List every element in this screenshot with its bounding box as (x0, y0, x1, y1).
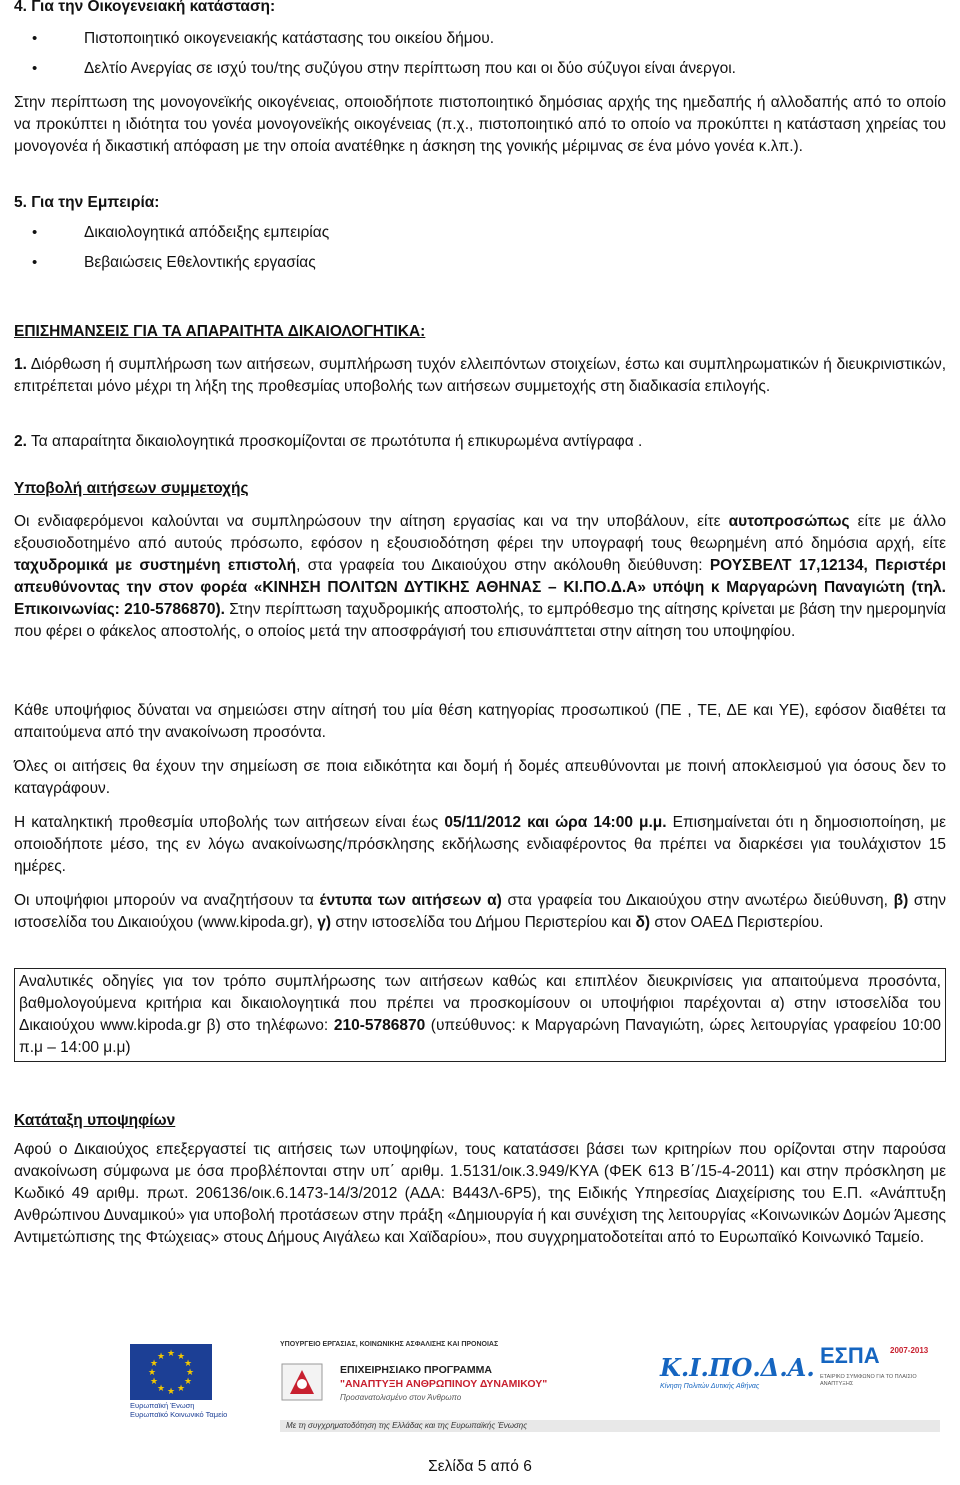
notes-heading: ΕΠΙΣΗΜΑΝΣΕΙΣ ΓΙΑ ΤΑ ΑΠΑΡΑΙΤΗΤΑ ΔΙΚΑΙΟΛΟΓΗΤΙΚΑ: (14, 323, 426, 340)
position-paragraph: Κάθε υποψήφιος δύναται να σημειώσει στην αίτησή του μία θέση κατηγορίας προσωπικού (ΠΕ , ΤΕ, ΔΕ και ΥΕ), εφόσον διαθέτει τα απαιτούμενα από την ανακοίνωση προσόντα. (14, 702, 946, 741)
espa-subtitle: ΕΤΑΙΡΙΚΟ ΣΥΜΦΩΝΟ ΓΙΑ ΤΟ ΠΛΑΙΣΙΟ ΑΝΑΠΤΥΞΗΣ (820, 1374, 917, 1387)
submission-heading: Υποβολή αιτήσεων συμμετοχής (14, 480, 249, 497)
svg-text:★: ★ (185, 1368, 195, 1378)
eu-label: Ευρωπαϊκή Ένωση Ευρωπαϊκό Κοινωνικό Ταμείο (130, 1401, 228, 1419)
specialty-paragraph: Όλες οι αιτήσεις θα έχουν την σημείωση σε ποια ειδικότητα και δομή ή δομές απευθύνονται με ποινή αποκλεισμού για όσους δεν το καταγράφουν. (14, 758, 946, 797)
kipoda-wordmark: Κ.Ι.ΠΟ.Δ.Α. (660, 1353, 815, 1382)
deadline-paragraph: Η καταληκτική προθεσμία υποβολής των αιτήσεων είναι έως 05/11/2012 και ώρα 14:00 μ.μ. Επισημαίνεται ότι η δημοσιοποίηση, με οποιοδήποτε μέσο, της εν λόγω ανακοίνωσης/πρόσκλησης εκδήλωσης ενδιαφέροντος θα πρέπει να διαρκέσει για τουλάχιστον 15 ημέρες. (14, 814, 946, 875)
svg-text:★: ★ (149, 1359, 159, 1369)
ep-logo (280, 1340, 630, 1420)
footer-logos (130, 1340, 950, 1432)
svg-text:★: ★ (176, 1384, 186, 1394)
svg-text:★: ★ (147, 1368, 157, 1378)
espa-logo (820, 1344, 930, 1414)
single-parent-paragraph: Στην περίπτωση της μονογονεϊκής οικογένειας, οποιοδήποτε πιστοποιητικό δημόσιας αρχής της ημεδαπής ή αλλοδαπής από το οποίο να προκύπτει η ιδιότητα του γονέα μονογονεϊκής οικογένειας (π.χ., πιστοποιητικό από το οποίο να προκύπτει η κατάσταση χηρείας του μονογονέα ή δικαστική απόφαση με την οποία ανατέθηκε η άσκηση της γονικής μέριμνας σε ένα μόνο γονέα κ.λπ.). (14, 94, 946, 155)
svg-text:★: ★ (176, 1352, 186, 1362)
svg-text:★: ★ (183, 1377, 193, 1387)
espa-years: 2007-2013 (890, 1346, 929, 1355)
list-item: • Δελτίο Ανεργίας σε ισχύ του/της συζύγου στην περίπτωση που και οι δύο σύζυγοι είναι άνεργοι. (14, 58, 946, 88)
ranking-paragraph: Αφού ο Δικαιούχος επεξεργαστεί τις αιτήσεις των υποψηφίων, τους κατατάσσει βάσει των κριτηρίων που ορίζονται στην παρούσα ανακοίνωση σύμφωνα με όσα προβλέπονται στην υπ΄ αριθμ. 1.5131/οικ.3.949/ΚΥΑ (ΦΕΚ 613 Β΄/15-4-2011) και στην πρόσκληση με Κωδικό 49 αριθμ. πρωτ. 206136/οικ.6.1473-14/3/2012 (ΑΔΑ: Β443Λ-6Ρ5), της Ειδικής Υπηρεσίας Διαχείρισης του Ε.Π. «Ανάπτυξη Ανθρώπινου Δυναμικού» για υποβολή προτάσεων στην πράξη «Δημιουργία ή και συνέχιση της λειτουργίας «Κοινωνικών Δομών Άμεσης Αντιμετώπισης της Φτώχειας» στους Δήμους Αιγάλεω και Χαϊδαρίου», που συγχρηματοδοτείται από το Ευρωπαϊκό Κοινωνικό Ταμείο. (14, 1141, 946, 1246)
section-5-heading: 5. Για την Εμπειρία: (14, 194, 160, 211)
ranking-heading: Κατάταξη υποψηφίων (14, 1112, 176, 1129)
note-2: 2. Τα απαραίτητα δικαιολογητικά προσκομίζονται σε πρωτότυπα ή επικυρωμένα αντίγραφα . (14, 433, 643, 450)
ep-name: "ΑΝΑΠΤΥΞΗ ΑΝΘΡΩΠΙΝΟΥ ΔΥΝΑΜΙΚΟΥ" (340, 1378, 548, 1390)
submission-paragraph: Οι ενδιαφερόμενοι καλούνται να συμπληρώσουν την αίτηση εργασίας και να την υποβάλουν, είτε αυτοπροσώπως είτε με άλλο εξουσιοδοτημένο από αυτούς πρόσωπο, εφόσον η εξουσιοδότηση φέρει την υπογραφή τους θεωρημένη από δημόσια αρχή, είτε ταχυδρομικά με συστημένη επιστολή, στα γραφεία του Δικαιούχου στην ακόλουθη διεύθυνση: ΡΟΥΣΒΕΛΤ 17,12134, Περιστέρι απευθύνοντας την στον φορέα «ΚΙΝΗΣΗ ΠΟΛΙΤΩΝ ΔΥΤΙΚΗΣ ΑΘΗΝΑΣ – ΚΙ.ΠΟ.Δ.Α» υπόψη κ Μαργαρώνη Παναγιώτη (τηλ. Επικοινωνίας: 210-5786870). Στην περίπτωση ταχυδρομικής αποστολής, το εμπρόθεσμο της αίτησης κρίνεται με βάση την ημερομηνία που φέρει ο φάκελος αποστολής, ο οποίος μετά την αποσφράγισή του επισυνάπτεται στην αίτηση του υποψηφίου. (14, 513, 946, 640)
section-5-list (14, 222, 946, 282)
svg-text:★: ★ (149, 1377, 159, 1387)
eu-logo (130, 1344, 280, 1418)
note-1: 1. Διόρθωση ή συμπλήρωση των αιτήσεων, συμπλήρωση τυχόν ελλειπόντων στοιχείων, έστω και συμπληρωματικών ή διευκρινιστικών, επιτρέπεται μόνο μέχρι τη λήξη της προθεσμίας υποβολής των αιτήσεων συμμετοχής στη διαδικασία επιλογής. (14, 356, 946, 395)
svg-text:★: ★ (166, 1387, 176, 1397)
forms-paragraph: Οι υποψήφιοι μπορούν να αναζητήσουν τα έντυπα των αιτήσεων α) στα γραφεία του Δικαιούχου στην ανωτέρω διεύθυνση, β) στην ιστοσελίδα του Δικαιούχου (www.kipoda.gr), γ) στην ιστοσελίδα του Δήμου Περιστερίου και δ) στον ΟΑΕΔ Περιστερίου. (14, 892, 946, 931)
ep-slogan: Προσανατολισμένο στον Άνθρωπο (340, 1393, 462, 1402)
page-number: Σελίδα 5 από 6 (428, 1458, 532, 1475)
section-4-heading: 4. Για την Οικογενειακή κατάσταση: (14, 0, 276, 15)
kipoda-subtitle: Κίνηση Πολιτών Δυτικής Αθήνας (660, 1383, 760, 1390)
kipoda-logo (660, 1353, 815, 1414)
espa-wordmark: ΕΣΠΑ (820, 1343, 880, 1368)
cofund-strip: Με τη συγχρηματοδότηση της Ελλάδας και της Ευρωπαϊκής Ένωσης (280, 1420, 940, 1432)
section-4-list (14, 28, 946, 88)
svg-text:★: ★ (156, 1384, 166, 1394)
list-item: • Δικαιολογητικά απόδειξης εμπειρίας (14, 222, 946, 252)
list-item: • Βεβαιώσεις Εθελοντικής εργασίας (14, 252, 946, 282)
svg-text:★: ★ (166, 1349, 176, 1359)
eu-flag-icon (130, 1344, 212, 1400)
ministry-emblem-icon (280, 1362, 330, 1402)
svg-text:★: ★ (183, 1359, 193, 1369)
list-item: • Πιστοποιητικό οικογενειακής κατάστασης του οικείου δήμου. (14, 28, 946, 58)
svg-text:★: ★ (156, 1352, 166, 1362)
ep-title: ΕΠΙΧΕΙΡΗΣΙΑΚΟ ΠΡΟΓΡΑΜΜΑ (340, 1364, 492, 1376)
ministry-name: ΥΠΟΥΡΓΕΙΟ ΕΡΓΑΣΙΑΣ, ΚΟΙΝΩΝΙΚΗΣ ΑΣΦΑΛΙΣΗΣ ΚΑΙ ΠΡΟΝΟΙΑΣ (280, 1341, 499, 1348)
instructions-box: Αναλυτικές οδηγίες για τον τρόπο συμπλήρωσης των αιτήσεων καθώς και επιπλέον διευκρινίσεις για απαιτούμενα προσόντα, βαθμολογούμενα κριτήρια και δικαιολογητικά που πρέπει να προσκομίσουν οι υποψήφιοι παρέχονται α) στην ιστοσελίδα του Δικαιούχου www.kipoda.gr β) στο τηλέφωνο: 210-5786870 (υπεύθυνος: κ Μαργαρώνη Παναγιώτη, ώρες λειτουργίας γραφείου 10:00 π.μ – 14:00 μ.μ) (14, 968, 946, 1062)
